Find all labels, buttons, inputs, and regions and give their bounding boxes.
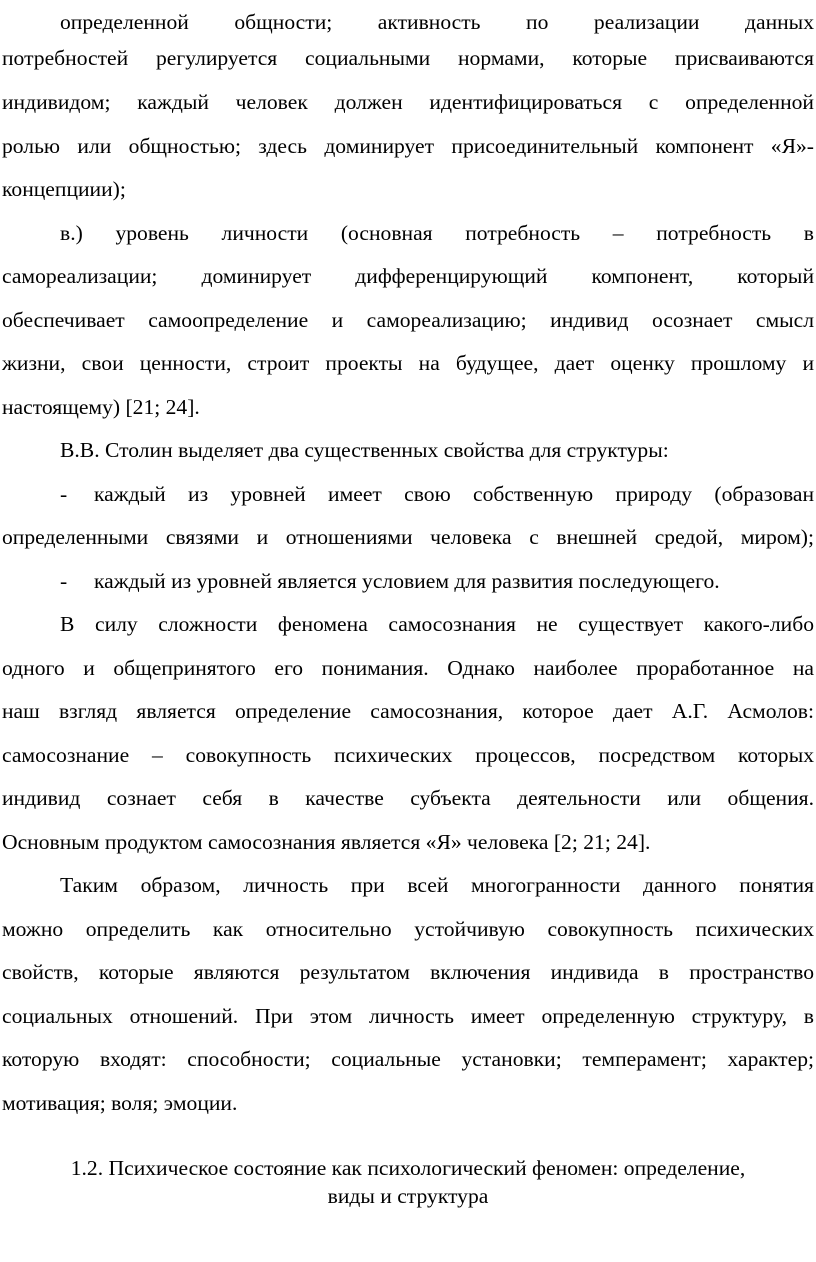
text-line: в.) уровень личности (основная потребность – потребность в — [60, 221, 814, 245]
text-line: наш взгляд является определение самосознания, которое дает А.Г. Асмолов: — [2, 699, 814, 723]
text-line: жизни, свои ценности, строит проекты на будущее, дает оценку прошлому и — [2, 351, 814, 375]
text-line: ролью или общностью; здесь доминирует присоединительный компонент «Я»- — [2, 134, 814, 158]
text-line: Основным продуктом самосознания является «Я» человека [2; 21; 24]. — [2, 830, 651, 854]
text-line: одного и общепринятого его понимания. Однако наиболее проработанное на — [2, 656, 814, 680]
text-line: мотивация; воля; эмоции. — [2, 1091, 238, 1115]
heading-line: 1.2. Психическое состояние как психологический феномен: определение, — [70, 1156, 746, 1180]
text-line: социальных отношений. При этом личность имеет определенную структуру, в — [2, 1004, 814, 1028]
text-line: самореализации; доминирует дифференцирующий компонент, который — [2, 264, 814, 288]
text-line: настоящему) [21; 24]. — [2, 395, 200, 419]
text-line: потребностей регулируется социальными нормами, которые присваиваются — [2, 46, 814, 70]
text-line — [2, 559, 814, 603]
text-line: концепциии); — [2, 177, 126, 201]
bullet-text: каждый из уровней является условием для развития последующего. — [94, 569, 720, 593]
text-line: самосознание – совокупность психических процессов, посредством которых — [2, 743, 814, 767]
bullet-dash: - — [60, 569, 68, 593]
text-line: свойств, которые являются результатом включения индивида в пространство — [2, 960, 814, 984]
text-line: которую входят: способности; социальные установки; темперамент; характер; — [2, 1047, 814, 1071]
text-line: индивидом; каждый человек должен идентифицироваться с определенной — [2, 90, 814, 114]
heading-line: виды и структура — [327, 1184, 489, 1208]
text-line: определенными связями и отношениями человека с внешней средой, миром); — [2, 525, 814, 549]
text-line: В силу сложности феномена самосознания не существует какого-либо — [60, 612, 814, 636]
text-line: В.В. Столин выделяет два существенных свойства для структуры: — [60, 438, 669, 462]
text-line: можно определить как относительно устойчивую совокупность психических — [2, 917, 814, 941]
text-line: обеспечивает самоопределение и самореализацию; индивид осознает смысл — [2, 308, 814, 332]
text-line: определенной общности; активность по реализации данных — [60, 10, 814, 34]
bullet-dash: - — [60, 482, 68, 506]
text-line: Таким образом, личность при всей многогранности данного понятия — [60, 873, 814, 897]
text-line: индивид сознает себя в качестве субъекта деятельности или общения. — [2, 786, 814, 810]
bullet-text: каждый из уровней имеет свою собственную природу (образован — [94, 482, 814, 506]
text-line — [2, 472, 814, 516]
